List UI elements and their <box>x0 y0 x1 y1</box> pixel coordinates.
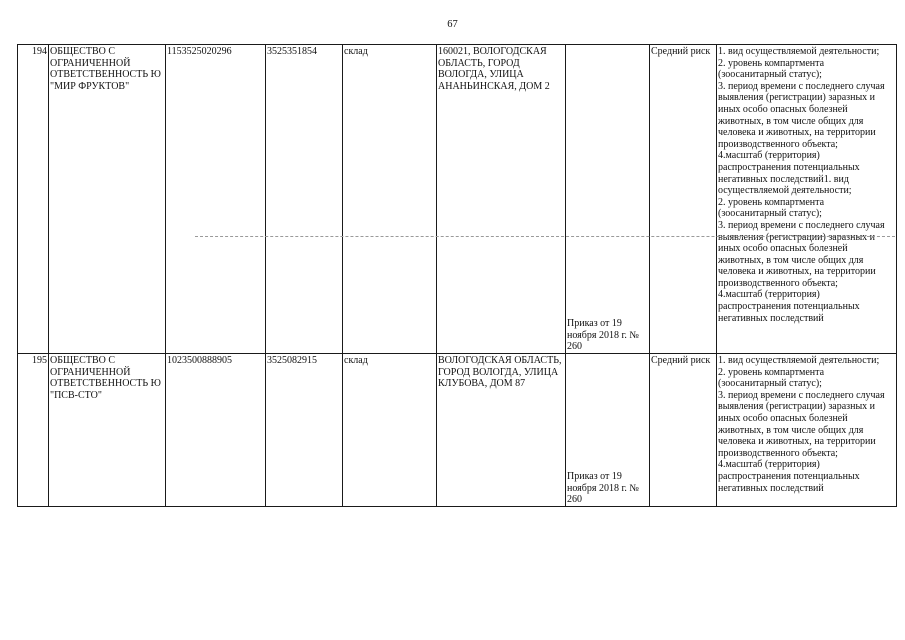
row-number: 194 <box>18 45 49 354</box>
inn-cell: 3525351854 <box>266 45 343 354</box>
address-cell: ВОЛОГОДСКАЯ ОБЛАСТЬ, ГОРОД ВОЛОГДА, УЛИЦА КЛУБОВА, ДОМ 87 <box>437 354 566 507</box>
scan-artifact-line <box>195 236 895 237</box>
inn-cell: 3525082915 <box>266 354 343 507</box>
table-row <box>18 354 897 507</box>
order-text: Приказ от 19 ноября 2018 г. № 260 <box>567 471 639 506</box>
object-type-cell: склад <box>343 45 437 354</box>
address-cell: 160021, ВОЛОГОДСКАЯ ОБЛАСТЬ, ГОРОД ВОЛОГДА, УЛИЦА АНАНЬИНСКАЯ, ДОМ 2 <box>437 45 566 354</box>
row-number: 195 <box>18 354 49 507</box>
page-number: 67 <box>447 19 458 30</box>
risk-category-cell: Средний риск <box>650 354 717 507</box>
ogrn-cell: 1023500888905 <box>166 354 266 507</box>
registry-table <box>17 44 897 507</box>
ogrn-cell: 1153525020296 <box>166 45 266 354</box>
criteria-cell: 1. вид осуществляемой деятельности; 2. уровень компартмента (зоосанитарный статус); 3. период времени с последнего случая выявления (регистрации) заразных и иных особо опасных болезней животных, в том числе общих для человека и животных, на территории производственного объекта; 4.масштаб (территория) распространения потенциальных негативных последствий1. вид осуществляемой деятельности; 2. уровень компартмента (зоосанитарный статус); 3. период времени с последнего случая выявления (регистрации) заразных и иных особо опасных болезней животных, в том числе общих для человека и животных, на территории производственного объекта; 4.масштаб (территория) распространения потенциальных негативных последствий <box>717 45 897 354</box>
order-cell <box>566 45 650 354</box>
order-cell <box>566 354 650 507</box>
criteria-cell: 1. вид осуществляемой деятельности; 2. уровень компартмента (зоосанитарный статус); 3. период времени с последнего случая выявления (регистрации) заразных и иных особо опасных болезней животных, в том числе общих для человека и животных, на территории производственного объекта; 4.масштаб (территория) распространения потенциальных негативных последствий <box>717 354 897 507</box>
object-type-cell: склад <box>343 354 437 507</box>
order-text: Приказ от 19 ноября 2018 г. № 260 <box>567 318 639 353</box>
organization-name: ОБЩЕСТВО С ОГРАНИЧЕННОЙ ОТВЕТСТВЕННОСТЬ Ю "МИР ФРУКТОВ" <box>49 45 166 354</box>
organization-name: ОБЩЕСТВО С ОГРАНИЧЕННОЙ ОТВЕТСТВЕННОСТЬ Ю "ПСВ-СТО" <box>49 354 166 507</box>
risk-category-cell: Средний риск <box>650 45 717 354</box>
table-row <box>18 45 897 354</box>
